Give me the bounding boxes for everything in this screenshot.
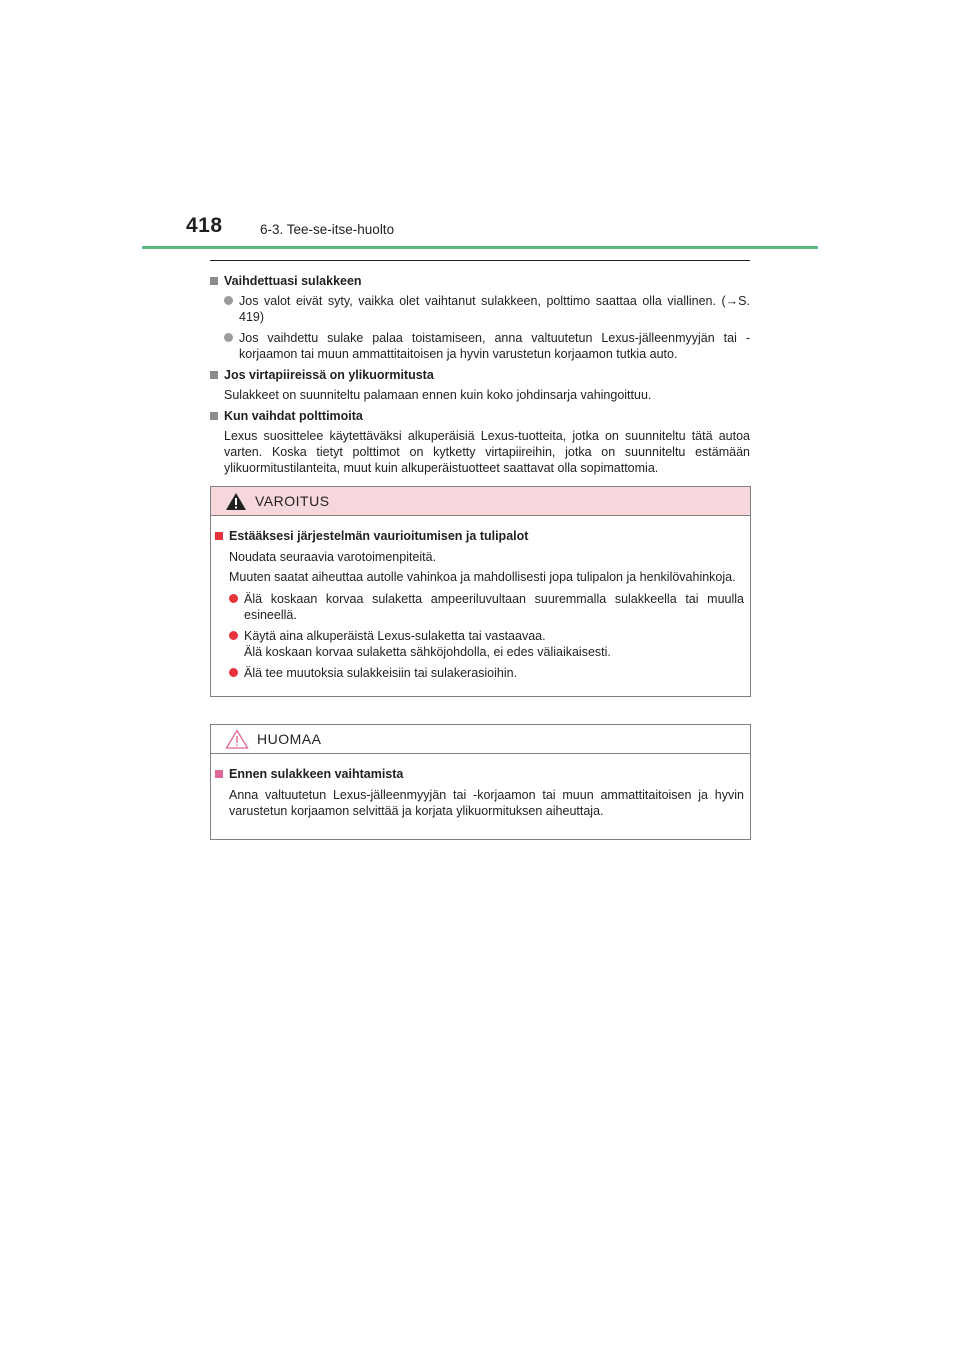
notice-body bbox=[211, 754, 750, 839]
warning-title-bar bbox=[211, 487, 750, 516]
square-bullet-icon bbox=[210, 277, 218, 285]
warning-heading: Estääksesi järjestelmän vaurioitumisen ja tulipalot bbox=[215, 528, 744, 544]
list-item: Jos valot eivät syty, vaikka olet vaihtanut sulakkeen, polttimo saattaa olla viallinen. (→S. 419) bbox=[224, 293, 750, 325]
list-item: Älä tee muutoksia sulakkeisiin tai sulakerasioihin. bbox=[229, 665, 744, 681]
round-bullet-icon bbox=[229, 594, 238, 603]
list-item: Älä koskaan korvaa sulaketta ampeeriluvultaan suuremmalla sulakkeella tai muulla esineellä. bbox=[229, 591, 744, 623]
square-bullet-icon bbox=[210, 412, 218, 420]
section-heading: Jos virtapiireissä on ylikuormitusta bbox=[210, 367, 750, 383]
square-bullet-icon bbox=[210, 371, 218, 379]
notice-heading: Ennen sulakkeen vaihtamista bbox=[215, 766, 744, 782]
round-bullet-icon bbox=[229, 631, 238, 640]
list-item: Käytä aina alkuperäistä Lexus-sulaketta tai vastaavaa. Älä koskaan korvaa sulaketta sähköjohdolla, ei edes väliaikaisesti. bbox=[229, 628, 744, 660]
section-title: 6-3. Tee-se-itse-huolto bbox=[260, 222, 395, 237]
section-heading: Vaihdettuasi sulakkeen bbox=[210, 273, 750, 289]
notice-text: Anna valtuutetun Lexus-jälleenmyyjän tai -korjaamon tai muun ammattitaitoisen ja hyvin varustetun korjaamon selvittää ja korjata ylikuormituksen aiheuttaja. bbox=[229, 788, 744, 818]
section-text: Lexus suosittelee käytettäväksi alkuperäisiä Lexus-tuotteita, jotka on suunniteltu tätä autoa varten. Koska tietyt polttimot on kytketty virtapiireihin, jotka on suunniteltu estämään ylikuormitustilanteita, muut kuin alkuperäistuotteet saattavat olla sopimattomia. bbox=[224, 429, 750, 475]
warning-box bbox=[210, 486, 751, 697]
warning-text: Muuten saatat aiheuttaa autolle vahinkoa ja mahdollisesti jopa tulipalon ja henkilövahinkoja. bbox=[229, 570, 736, 584]
page-header bbox=[142, 214, 818, 249]
main-content bbox=[210, 268, 750, 481]
round-bullet-icon bbox=[229, 668, 238, 677]
notice-title: HUOMAA bbox=[257, 731, 322, 747]
warning-title: VAROITUS bbox=[255, 493, 330, 509]
notice-box bbox=[210, 724, 751, 840]
square-bullet-icon bbox=[215, 532, 223, 540]
warning-text: Noudata seuraavia varotoimenpiteitä. bbox=[229, 550, 437, 564]
round-bullet-icon bbox=[224, 296, 233, 305]
square-bullet-icon bbox=[215, 770, 223, 778]
warning-triangle-icon bbox=[225, 492, 247, 511]
notice-title-bar bbox=[211, 725, 750, 754]
warning-body bbox=[211, 516, 750, 696]
top-rule bbox=[210, 260, 750, 261]
caution-triangle-icon bbox=[225, 729, 249, 749]
list-item: Jos vaihdettu sulake palaa toistamiseen, anna valtuutetun Lexus-jälleenmyyjän tai -korjaamon tai muun ammattitaitoisen ja hyvin varustetun korjaamon tutkia auto. bbox=[224, 330, 750, 362]
round-bullet-icon bbox=[224, 333, 233, 342]
section-text: Sulakkeet on suunniteltu palamaan ennen kuin koko johdinsarja vahingoittuu. bbox=[224, 388, 652, 402]
section-heading: Kun vaihdat polttimoita bbox=[210, 408, 750, 424]
page-number: 418 bbox=[186, 214, 223, 237]
